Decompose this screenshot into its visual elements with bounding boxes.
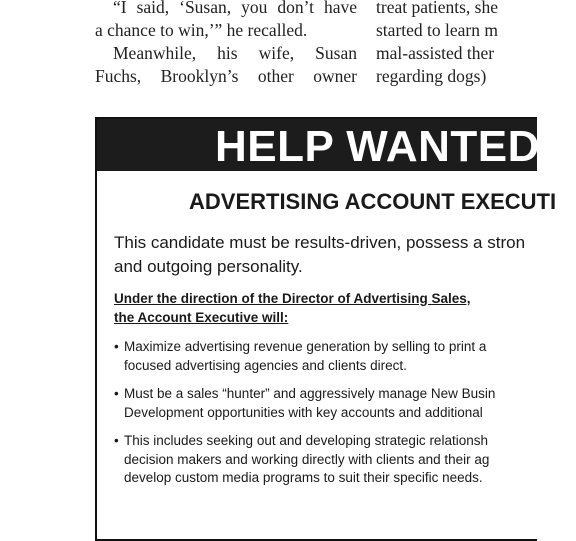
ad-bullet-text: Must be a sales “hunter” and aggressively manage New Busin (124, 386, 496, 401)
article-line: “I said, ‘Susan, you don’t have (113, 0, 357, 17)
article-right-column (376, 0, 576, 88)
ad-bullet-text: focused advertising agencies and clients direct. (124, 357, 407, 373)
article-line: a chance to win,’” he recalled. (95, 20, 308, 40)
article-left-column (95, 0, 357, 88)
article-line: Fuchs, Brooklyn’s other owner (95, 66, 357, 86)
article-line: regarding dogs) (376, 66, 487, 86)
ad-bullet-text: decision makers and working directly with clients and their ag (124, 451, 490, 467)
ad-direction-line: Under the direction of the Director of Advertising Sales, (114, 291, 471, 306)
article-line: started to learn m (376, 20, 498, 40)
bullet-dot-icon: • (114, 433, 119, 448)
ad-direction-line: the Account Executive will: (114, 310, 289, 325)
bullet-dot-icon: • (114, 339, 119, 354)
ad-job-title: ADVERTISING ACCOUNT EXECUTI (189, 189, 557, 214)
help-wanted-ad (95, 117, 557, 541)
ad-bullet-text: This includes seeking out and developing strategic relationsh (124, 433, 488, 448)
ad-bullet-item (114, 338, 495, 375)
bullet-dot-icon: • (114, 386, 119, 401)
ad-banner-title: HELP WANTED (215, 122, 540, 171)
article-line: mal-assisted ther (376, 43, 495, 63)
ad-intro-line: This candidate must be results-driven, possess a stron (114, 233, 526, 252)
ad-bullet-list (114, 338, 495, 498)
ad-bullet-item (114, 432, 495, 488)
ad-bullet-text: Development opportunities with key accounts and additional (124, 404, 483, 420)
ad-intro (114, 231, 525, 279)
ad-bullet-text: develop custom media programs to suit their specific needs. (124, 470, 483, 485)
article-line: Meanwhile, his wife, Susan (113, 43, 357, 63)
ad-direction (114, 289, 471, 327)
article-line: treat patients, she (376, 0, 498, 17)
ad-bullet-text: Maximize advertising revenue generation by selling to print a (124, 339, 487, 354)
ad-intro-line: and outgoing personality. (114, 257, 303, 276)
ad-bullet-item (114, 385, 495, 422)
ad-banner (97, 119, 540, 171)
article-text (0, 0, 512, 104)
